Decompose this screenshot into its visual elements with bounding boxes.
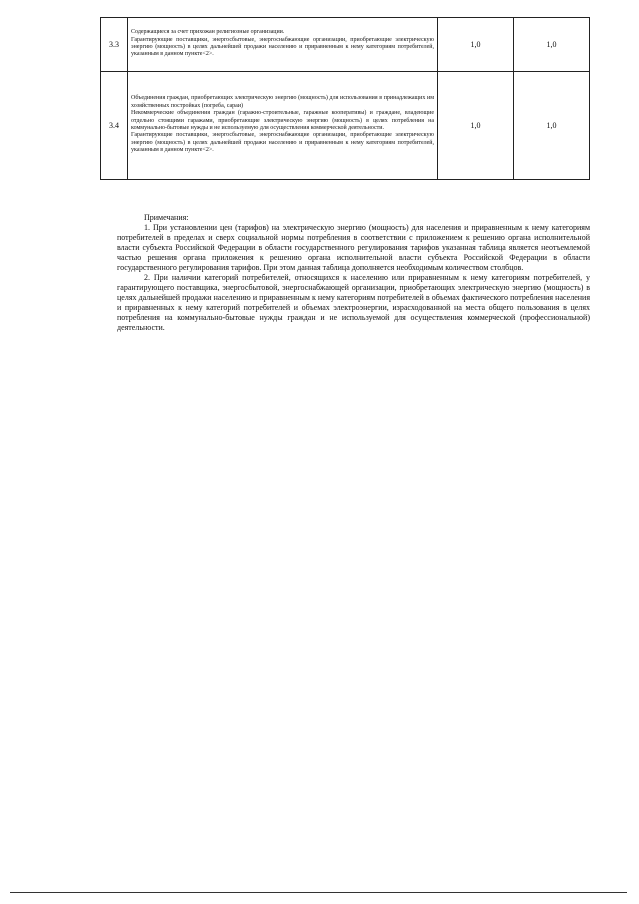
- description-paragraph: Гарантирующие поставщики, энергосбытовые, энергоснабжающие организации, приобретающие электрическую энергию (мощность) в целях дальнейшей продажи населению и приравненным к нему категориям потребителей, указанным в данном пункте<2>.: [131, 36, 434, 58]
- tariff-table: [100, 17, 590, 180]
- row-description: [128, 18, 438, 72]
- table-row: [101, 18, 590, 72]
- row-value-2: 1,0: [514, 72, 590, 180]
- description-paragraph: Некоммерческие объединения граждан (гаражно-строительные, гаражные кооперативы) и граждане, владеющие отдельно стоящими гаражами, приобретающие электрическую энергию (мощность) в целях потребления на коммунально-бытовые нужды и не используемую для осуществления коммерческой деятельности.: [131, 110, 434, 131]
- bottom-divider: [10, 892, 627, 893]
- description-paragraph: Гарантирующие поставщики, энергосбытовые, энергоснабжающие организации, приобретающие электрическую энергию (мощность) в целях дальнейшей продажи населению и приравненным к нему категориям потребителей, указанным в данном пункте<2>.: [131, 132, 434, 154]
- note-item: 1. При установлении цен (тарифов) на электрическую энергию (мощность) для населения и приравненным к нему категориям потребителей в пределах и сверх социальной нормы потребления в соответствии с приложением к решению органа исполнительной власти субъекта Российской Федерации в области государственного регулирования тарифов указанная таблица является неотъемлемой частью решения органа приложения к решению органа исполнительной власти субъекта Российской Федерации в области государственного регулирования тарифов. При этом данная таблица дополняется необходимым количеством столбцов.: [117, 223, 590, 272]
- table-row: [101, 72, 590, 180]
- notes-section: [117, 213, 590, 333]
- row-value-1: 1,0: [438, 18, 514, 72]
- row-description: [128, 72, 438, 180]
- description-paragraph: Содержащиеся за счет прихожан религиозные организации.: [131, 29, 285, 36]
- note-item: 2. При наличии категорий потребителей, относящихся к населению или приравненным к нему категориям потребителей, у гарантирующего поставщика, энергосбытовой, энергоснабжающей организации, приобретающих электрическую энергию (мощность) в целях дальнейшей продажи населению и приравненным к нему категориям потребителей в объемах фактического потребления населения и приравненных к нему категорий потребителей и объемах электроэнергии, израсходованной на места общего пользования в целях потребления на коммунально-бытовые нужды граждан и не используемой для осуществления коммерческой (профессиональной) деятельности.: [117, 273, 590, 332]
- row-value-1: 1,0: [438, 72, 514, 180]
- row-number: 3.3: [101, 18, 128, 72]
- notes-title: Примечания:: [144, 213, 189, 222]
- row-number: 3.4: [101, 72, 128, 180]
- row-value-2: 1,0: [514, 18, 590, 72]
- description-paragraph: Объединения граждан, приобретающих электрическую энергию (мощность) для использования в принадлежащих им хозяйственных постройках (погреба, сараи): [131, 95, 434, 109]
